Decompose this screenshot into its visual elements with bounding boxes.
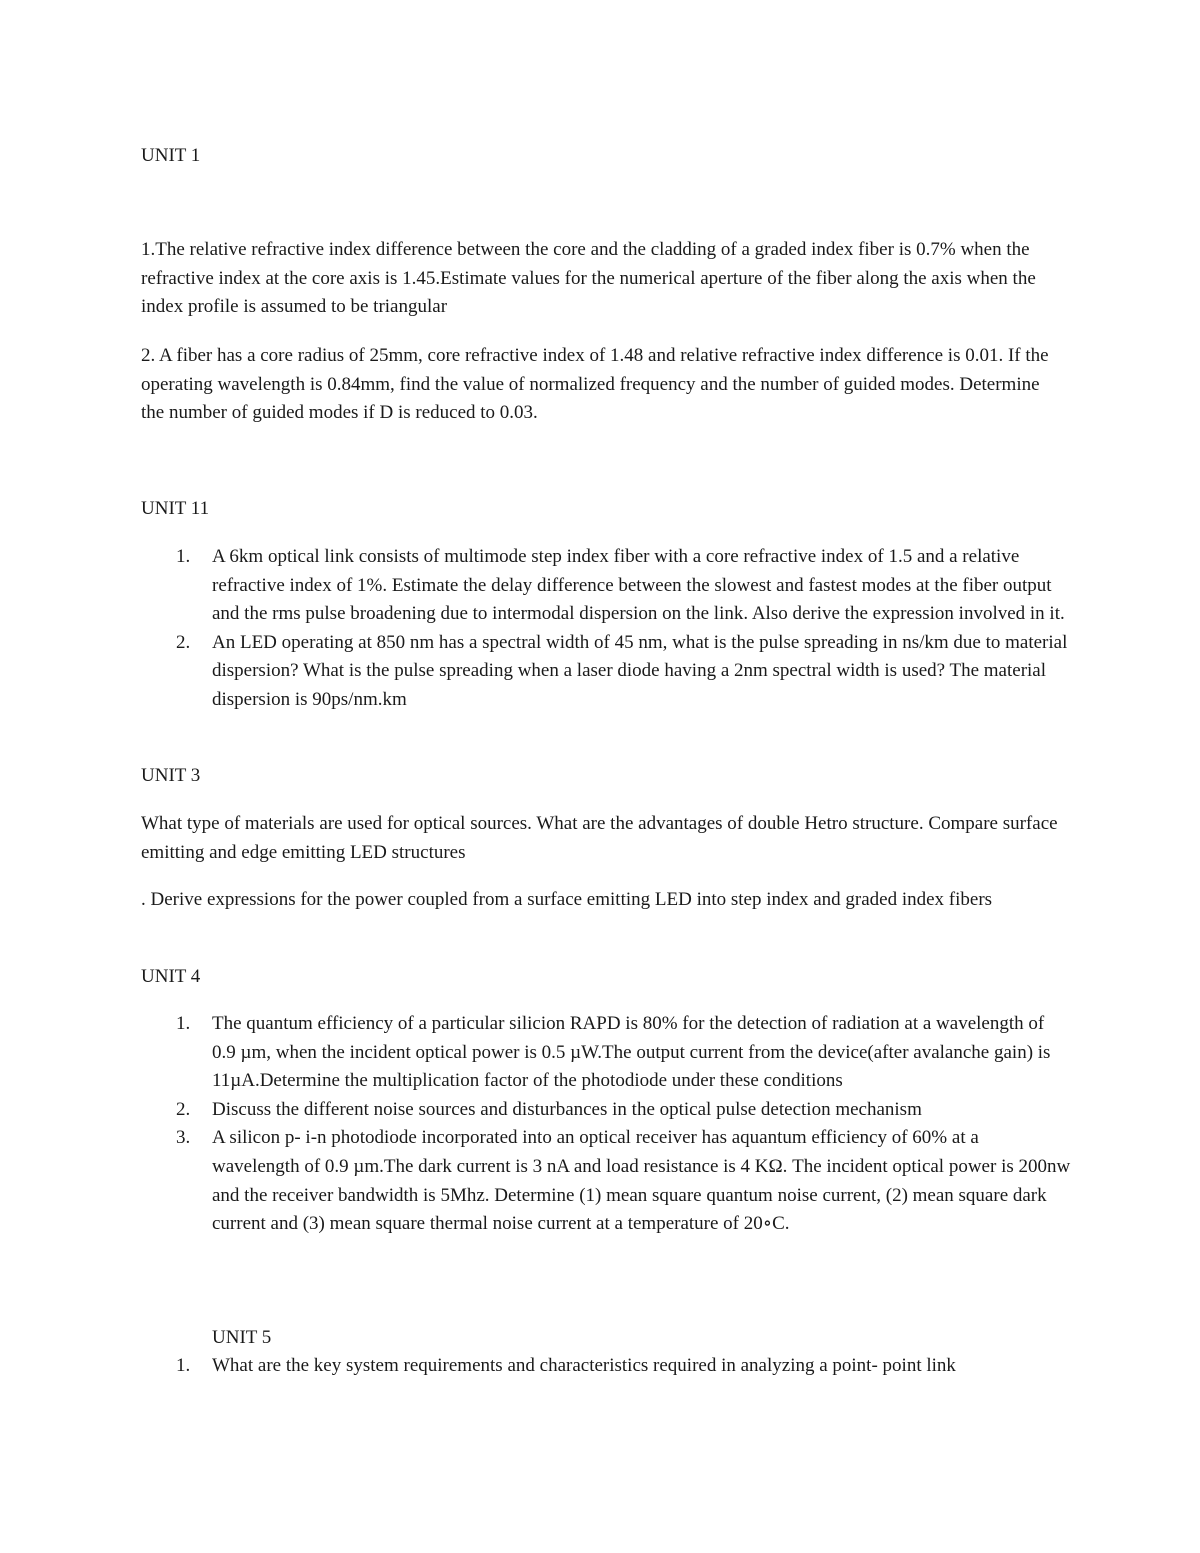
list-item (141, 1010, 1071, 1096)
unit3-heading: UNIT 3 (141, 765, 201, 786)
unit2-heading: UNIT 11 (141, 498, 210, 519)
list-number: 2. (176, 1098, 191, 1120)
list-number: 2. (176, 631, 191, 653)
list-item-text: What are the key system requirements and characteristics required in analyzing a point- point link (212, 1355, 956, 1376)
list-number: 1. (176, 1355, 191, 1376)
list-item (141, 543, 1071, 629)
list-number: 3. (176, 1127, 191, 1149)
unit5-question-list (141, 1352, 1071, 1381)
list-item-text: A 6km optical link consists of multimode step index fiber with a core refractive index of 1.5 and a relative refractive index of 1%. Estimate the delay difference between the slowest and fastest modes at the fiber output and the rms pulse broadening due to intermodal dispersion on the link. Also derive the expression involved in it. (212, 546, 1065, 625)
list-item-text: The quantum efficiency of a particular silicion RAPD is 80% for the detection of radiation at a wavelength of 0.9 µm, when the incident optical power is 0.5 µW.The output current from the device(after avalanche gain) is 11µA.Determine the multiplication factor of the photodiode under these conditions (212, 1013, 1051, 1092)
list-item (141, 1096, 1071, 1125)
unit4-question-list (141, 1010, 1071, 1239)
unit5-heading: UNIT 5 (212, 1327, 272, 1348)
list-item-text: Discuss the different noise sources and disturbances in the optical pulse detection mechanism (212, 1098, 922, 1120)
unit4-heading: UNIT 4 (141, 966, 201, 987)
list-number: 1. (176, 546, 191, 567)
list-item (141, 629, 1071, 715)
unit1-question-1: 1.The relative refractive index difference between the core and the cladding of a graded index fiber is 0.7% when the refractive index at the core axis is 1.45.Estimate values for the numerical aperture of the fiber along the axis when the index profile is assumed to be triangular (141, 239, 1036, 318)
unit1-heading: UNIT 1 (141, 145, 201, 166)
list-item (141, 1124, 1071, 1238)
unit3-question-2: . Derive expressions for the power coupled from a surface emitting LED into step index and graded index fibers (141, 889, 993, 910)
list-item-text: An LED operating at 850 nm has a spectral width of 45 nm, what is the pulse spreading in ns/km due to material dispersion? What is the pulse spreading when a laser diode having a 2nm spectral width is used? The material dispersion is 90ps/nm.km (212, 631, 1068, 710)
unit3-question-1: What type of materials are used for optical sources. What are the advantages of double Hetro structure. Compare surface emitting and edge emitting LED structures (141, 813, 1058, 863)
list-item (141, 1352, 1071, 1381)
unit1-question-2: 2. A fiber has a core radius of 25mm, core refractive index of 1.48 and relative refractive index difference is 0.01. If the operating wavelength is 0.84mm, find the value of normalized frequency and the number of guided modes. Determine the number of guided modes if D is reduced to 0.03. (141, 345, 1049, 424)
list-item-text: A silicon p- i-n photodiode incorporated into an optical receiver has aquantum efficiency of 60% at a wavelength of 0.9 µm.The dark current is 3 nA and load resistance is 4 KΩ. The incident optical power is 200nw and the receiver bandwidth is 5Mhz. Determine (1) mean square quantum noise current, (2) mean square dark current and (3) mean square thermal noise current at a temperature of 20∘C. (212, 1127, 1071, 1235)
list-number: 1. (176, 1013, 191, 1034)
unit2-question-list (141, 543, 1071, 715)
